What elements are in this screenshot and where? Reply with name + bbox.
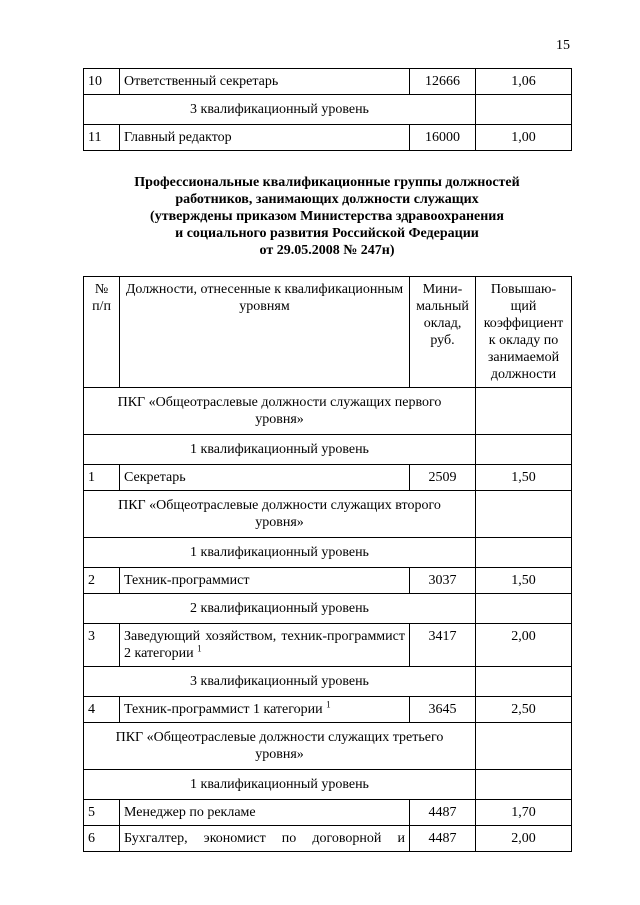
level-label: 1 квалификационный уровень — [84, 435, 476, 465]
position-text: Секретарь — [124, 470, 186, 485]
row-coef: 1,50 — [476, 465, 572, 491]
row-coef: 2,00 — [476, 826, 572, 852]
position-text: Техник-программист 1 категории — [124, 702, 323, 717]
footnote-marker: 1 — [197, 643, 202, 654]
group-label: ПКГ «Общеотраслевые должности служащих первого уровня» — [84, 388, 476, 435]
row-number: 2 — [84, 568, 120, 594]
header-no: № п/п — [84, 277, 120, 388]
table-row — [84, 568, 572, 594]
heading-line: от 29.05.2008 № 247н) — [259, 243, 395, 258]
row-number: 5 — [84, 800, 120, 826]
level-row — [84, 770, 572, 800]
position-text: Главный редактор — [124, 130, 232, 145]
heading-line: работников, занимающих должности служащих — [175, 192, 479, 207]
row-position — [120, 69, 410, 95]
row-number: 4 — [84, 697, 120, 723]
row-position — [120, 624, 410, 667]
main-table — [83, 276, 572, 852]
row-position — [120, 826, 410, 852]
empty-cell — [476, 770, 572, 800]
row-salary: 3417 — [410, 624, 476, 667]
empty-cell — [476, 491, 572, 538]
header-salary: Мини-мальный оклад, руб. — [410, 277, 476, 388]
row-salary: 12666 — [410, 69, 476, 95]
group-row — [84, 388, 572, 435]
heading-line: Профессиональные квалификационные группы должностей — [134, 175, 520, 190]
heading-line: и социального развития Российской Федерации — [175, 226, 479, 241]
heading-line: (утверждены приказом Министерства здравоохранения — [150, 209, 504, 224]
position-text: Ответственный секретарь — [124, 74, 279, 89]
table-row — [84, 624, 572, 667]
row-number: 3 — [84, 624, 120, 667]
row-position — [120, 697, 410, 723]
row-coef: 1,06 — [476, 69, 572, 95]
level-row — [84, 435, 572, 465]
table-header-row — [84, 277, 572, 388]
row-coef: 1,00 — [476, 125, 572, 151]
row-position — [120, 568, 410, 594]
empty-cell — [476, 667, 572, 697]
row-position — [120, 125, 410, 151]
position-text: Менеджер по рекламе — [124, 805, 256, 820]
row-salary: 3037 — [410, 568, 476, 594]
row-number: 6 — [84, 826, 120, 852]
empty-cell — [476, 594, 572, 624]
group-row — [84, 723, 572, 770]
header-coef: Повышаю-щий коэффициент к окладу по занимаемой должности — [476, 277, 572, 388]
level-label: 3 квалификационный уровень — [84, 95, 476, 125]
row-salary: 3645 — [410, 697, 476, 723]
group-row — [84, 491, 572, 538]
page-number: 15 — [556, 38, 570, 53]
table-row — [84, 125, 572, 151]
level-label: 3 квалификационный уровень — [84, 667, 476, 697]
level-row — [84, 667, 572, 697]
footnote-marker: 1 — [326, 699, 331, 710]
table-row — [84, 826, 572, 852]
row-number: 11 — [84, 125, 120, 151]
header-position: Должности, отнесенные к квалификационным уровням — [120, 277, 410, 388]
row-position — [120, 800, 410, 826]
level-label: 2 квалификационный уровень — [84, 594, 476, 624]
section-heading — [83, 174, 571, 259]
row-position — [120, 465, 410, 491]
empty-cell — [476, 95, 572, 125]
level-label: 1 квалификационный уровень — [84, 770, 476, 800]
row-coef: 1,70 — [476, 800, 572, 826]
row-salary: 2509 — [410, 465, 476, 491]
row-salary: 4487 — [410, 800, 476, 826]
position-text: Заведующий хозяйством, техник-программист 2 категории — [124, 629, 405, 661]
row-number: 1 — [84, 465, 120, 491]
top-table — [83, 68, 572, 151]
table-row — [84, 697, 572, 723]
level-row — [84, 594, 572, 624]
empty-cell — [476, 538, 572, 568]
position-text: Бухгалтер, экономист по договорной и — [124, 831, 405, 846]
row-salary: 4487 — [410, 826, 476, 852]
group-label: ПКГ «Общеотраслевые должности служащих третьего уровня» — [84, 723, 476, 770]
row-salary: 16000 — [410, 125, 476, 151]
row-coef: 2,50 — [476, 697, 572, 723]
row-coef: 2,00 — [476, 624, 572, 667]
row-coef: 1,50 — [476, 568, 572, 594]
table-row — [84, 69, 572, 95]
group-label: ПКГ «Общеотраслевые должности служащих второго уровня» — [84, 491, 476, 538]
position-text: Техник-программист — [124, 573, 250, 588]
empty-cell — [476, 435, 572, 465]
level-label: 1 квалификационный уровень — [84, 538, 476, 568]
level-row — [84, 95, 572, 125]
table-row — [84, 800, 572, 826]
empty-cell — [476, 388, 572, 435]
level-row — [84, 538, 572, 568]
row-number: 10 — [84, 69, 120, 95]
empty-cell — [476, 723, 572, 770]
table-row — [84, 465, 572, 491]
